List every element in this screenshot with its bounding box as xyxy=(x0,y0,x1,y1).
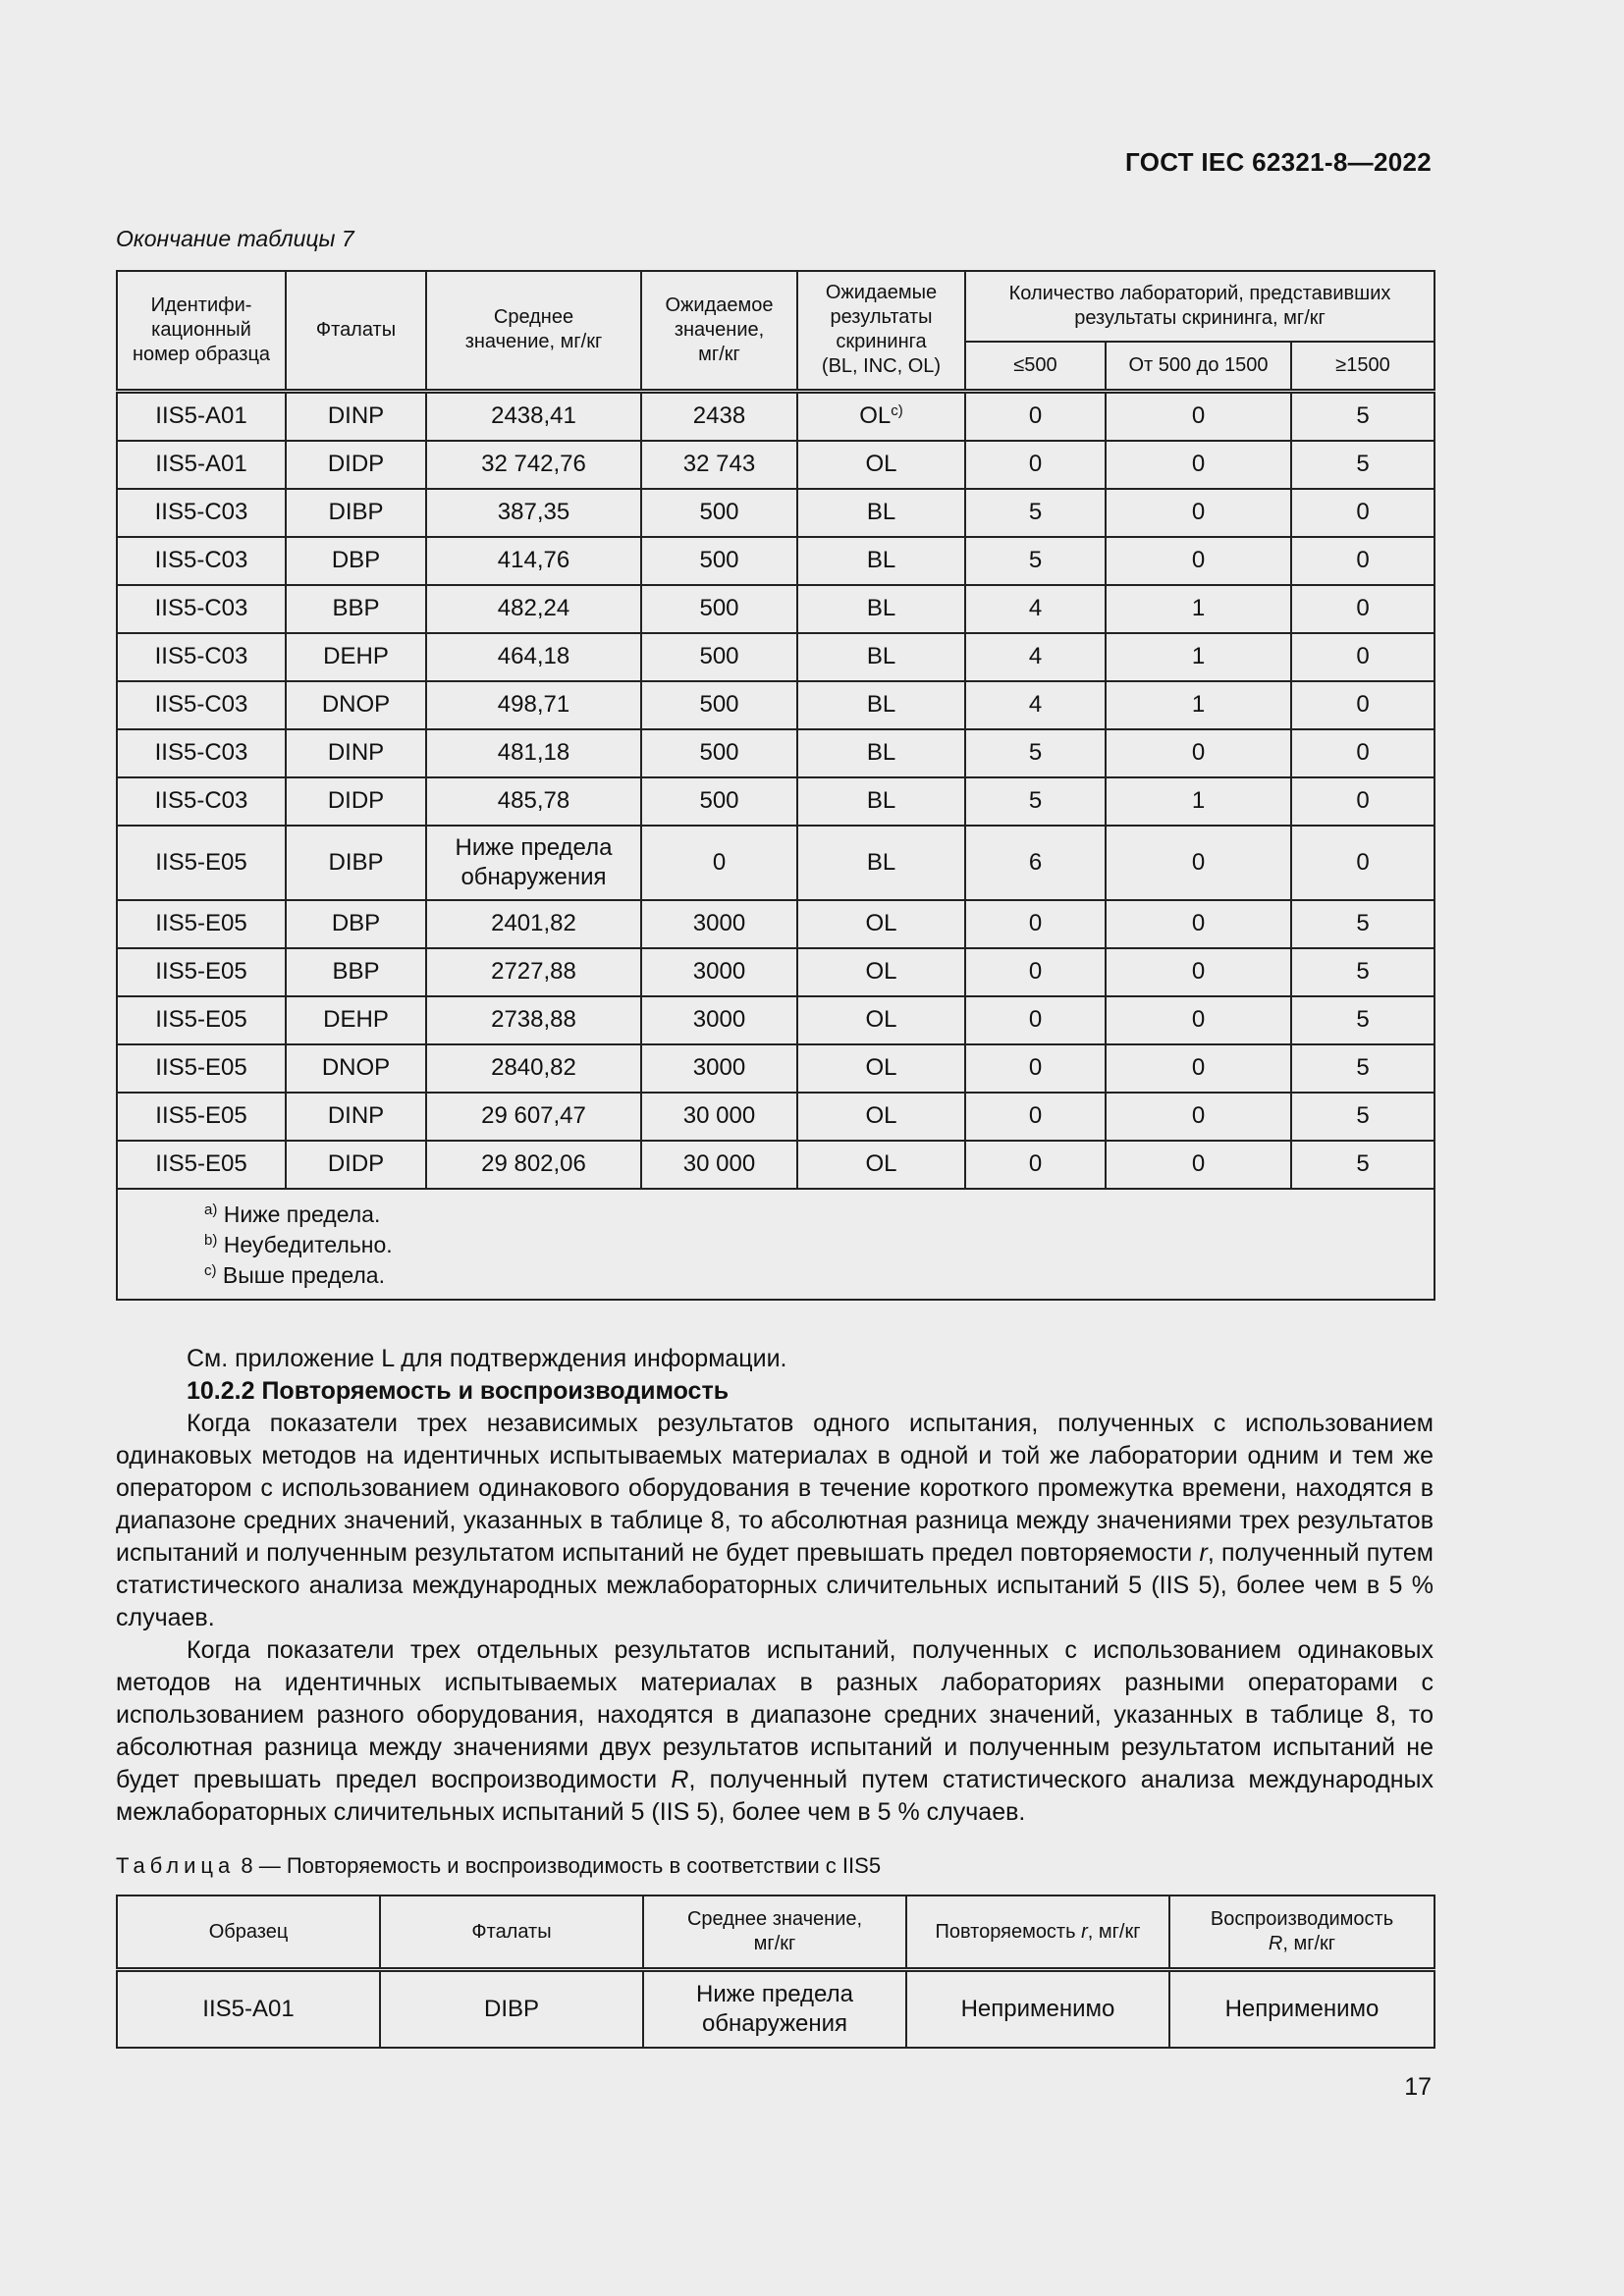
cell-labs-500-1500: 0 xyxy=(1106,489,1291,537)
cell-labs-500-1500: 0 xyxy=(1106,996,1291,1044)
cell-labs-500-1500: 0 xyxy=(1106,729,1291,777)
cell-mean: 485,78 xyxy=(426,777,641,826)
cell-sample-id: IIS5-A01 xyxy=(117,441,286,489)
cell-sample-id: IIS5-E05 xyxy=(117,1093,286,1141)
cell-expected-value: 500 xyxy=(641,585,797,633)
cell-labs-le500: 5 xyxy=(965,729,1106,777)
cell-phthalate: DIDP xyxy=(286,441,426,489)
cell-expected-result: OL$^{c)}$ xyxy=(797,391,965,441)
footnotes xyxy=(117,1189,1435,1300)
cell-labs-500-1500: 0 xyxy=(1106,1141,1291,1189)
col-header-sample-id: Идентифи- кационный номер образца xyxy=(117,271,286,391)
cell-labs-ge1500: 0 xyxy=(1291,777,1435,826)
footnote: $^{c)}$ Выше предела. xyxy=(204,1261,385,1288)
cell-sample-id: IIS5-E05 xyxy=(117,948,286,996)
cell-labs-ge1500: 0 xyxy=(1291,826,1435,900)
cell-expected-value: 500 xyxy=(641,729,797,777)
cell-labs-le500: 0 xyxy=(965,1044,1106,1093)
table-row xyxy=(117,537,1435,585)
cell-mean: 2438,41 xyxy=(426,391,641,441)
cell-labs-le500: 5 xyxy=(965,489,1106,537)
table-row xyxy=(117,996,1435,1044)
cell-labs-le500: 0 xyxy=(965,1093,1106,1141)
cell-sample-id: IIS5-C03 xyxy=(117,585,286,633)
cell-expected-result: OL xyxy=(797,441,965,489)
cell-phthalate: DBP xyxy=(286,900,426,948)
cell-labs-500-1500: 0 xyxy=(1106,1044,1291,1093)
cell-labs-ge1500: 5 xyxy=(1291,996,1435,1044)
cell-labs-500-1500: 0 xyxy=(1106,826,1291,900)
table-row xyxy=(117,948,1435,996)
appendix-reference: См. приложение L для подтверждения информации. xyxy=(187,1345,787,1372)
col-header-mean: Среднее значение, мг/кг xyxy=(426,271,641,391)
cell-labs-le500: 6 xyxy=(965,826,1106,900)
cell-labs-le500: 0 xyxy=(965,948,1106,996)
col-header-reproducibility: Воспроизводимость R, мг/кг xyxy=(1169,1896,1435,1970)
cell-expected-result: OL xyxy=(797,1141,965,1189)
col-header-phthalates: Фталаты xyxy=(380,1896,643,1970)
cell-mean: 2401,82 xyxy=(426,900,641,948)
cell-expected-value: 500 xyxy=(641,681,797,729)
cell-expected-value: 500 xyxy=(641,633,797,681)
page-number: 17 xyxy=(1404,2073,1432,2101)
cell-labs-500-1500: 1 xyxy=(1106,585,1291,633)
cell-labs-le500: 5 xyxy=(965,537,1106,585)
cell-phthalate: DINP xyxy=(286,729,426,777)
cell-expected-value: 3000 xyxy=(641,948,797,996)
cell-expected-value: 30 000 xyxy=(641,1141,797,1189)
col-header-phthalates: Фталаты xyxy=(286,271,426,391)
cell-phthalate: DIBP xyxy=(286,489,426,537)
table-row xyxy=(117,585,1435,633)
col-header-mean: Среднее значение, мг/кг xyxy=(643,1896,906,1970)
cell-labs-ge1500: 5 xyxy=(1291,441,1435,489)
cell-mean: 414,76 xyxy=(426,537,641,585)
col-header-sample: Образец xyxy=(117,1896,380,1970)
cell-expected-result: BL xyxy=(797,585,965,633)
cell-labs-500-1500: 0 xyxy=(1106,948,1291,996)
cell-phthalate: DEHP xyxy=(286,996,426,1044)
col-header-expected-value: Ожидаемое значение, мг/кг xyxy=(641,271,797,391)
cell-sample-id: IIS5-A01 xyxy=(117,391,286,441)
cell-expected-result: BL xyxy=(797,681,965,729)
cell-sample: IIS5-A01 xyxy=(117,1970,380,2049)
cell-expected-value: 3000 xyxy=(641,996,797,1044)
cell-mean: 482,24 xyxy=(426,585,641,633)
cell-labs-ge1500: 0 xyxy=(1291,537,1435,585)
cell-phthalate: BBP xyxy=(286,585,426,633)
cell-expected-result: OL xyxy=(797,996,965,1044)
cell-phthalate: DNOP xyxy=(286,1044,426,1093)
cell-expected-value: 3000 xyxy=(641,1044,797,1093)
cell-labs-ge1500: 0 xyxy=(1291,681,1435,729)
cell-labs-ge1500: 5 xyxy=(1291,900,1435,948)
footnote: $^{a)}$ Ниже предела. xyxy=(204,1201,381,1227)
cell-phthalate: BBP xyxy=(286,948,426,996)
cell-phthalate: DINP xyxy=(286,1093,426,1141)
cell-labs-ge1500: 0 xyxy=(1291,585,1435,633)
cell-phthalate: DNOP xyxy=(286,681,426,729)
cell-labs-ge1500: 5 xyxy=(1291,1141,1435,1189)
cell-expected-value: 30 000 xyxy=(641,1093,797,1141)
cell-labs-le500: 0 xyxy=(965,900,1106,948)
cell-sample-id: IIS5-C03 xyxy=(117,777,286,826)
col-header-expected-results: Ожидаемые результаты скрининга (BL, INC, OL) xyxy=(797,271,965,391)
table-8 xyxy=(116,1895,1435,2049)
cell-mean: 29 802,06 xyxy=(426,1141,641,1189)
footnote: $^{b)}$ Неубедительно. xyxy=(204,1231,393,1257)
cell-phthalate: DIBP xyxy=(380,1970,643,2049)
cell-expected-result: BL xyxy=(797,777,965,826)
table-row xyxy=(117,633,1435,681)
table-row xyxy=(117,1970,1435,2049)
cell-expected-result: BL xyxy=(797,826,965,900)
cell-phthalate: DIDP xyxy=(286,1141,426,1189)
cell-sample-id: IIS5-E05 xyxy=(117,826,286,900)
col-header-500-1500: От 500 до 1500 xyxy=(1106,342,1291,391)
col-header-ge1500: ≥1500 xyxy=(1291,342,1435,391)
document-code: ГОСТ IEC 62321-8—2022 xyxy=(1125,147,1432,177)
table-row xyxy=(117,1044,1435,1093)
cell-mean: 32 742,76 xyxy=(426,441,641,489)
cell-labs-ge1500: 5 xyxy=(1291,391,1435,441)
cell-sample-id: IIS5-C03 xyxy=(117,633,286,681)
cell-sample-id: IIS5-C03 xyxy=(117,681,286,729)
cell-labs-le500: 0 xyxy=(965,441,1106,489)
cell-expected-result: OL xyxy=(797,1093,965,1141)
table-row xyxy=(117,1141,1435,1189)
cell-mean: Ниже предела обнаружения xyxy=(426,826,641,900)
cell-sample-id: IIS5-E05 xyxy=(117,996,286,1044)
table-row xyxy=(117,681,1435,729)
cell-mean: 387,35 xyxy=(426,489,641,537)
cell-expected-value: 500 xyxy=(641,537,797,585)
cell-labs-le500: 0 xyxy=(965,391,1106,441)
cell-mean: 2727,88 xyxy=(426,948,641,996)
cell-labs-ge1500: 0 xyxy=(1291,489,1435,537)
cell-labs-le500: 4 xyxy=(965,633,1106,681)
cell-labs-le500: 5 xyxy=(965,777,1106,826)
cell-phthalate: DEHP xyxy=(286,633,426,681)
cell-expected-value: 500 xyxy=(641,489,797,537)
cell-expected-value: 3000 xyxy=(641,900,797,948)
table7-caption: Окончание таблицы 7 xyxy=(116,226,354,251)
cell-mean: 29 607,47 xyxy=(426,1093,641,1141)
cell-phthalate: DIDP xyxy=(286,777,426,826)
cell-expected-result: OL xyxy=(797,900,965,948)
cell-labs-ge1500: 5 xyxy=(1291,948,1435,996)
cell-phthalate: DINP xyxy=(286,391,426,441)
cell-labs-500-1500: 1 xyxy=(1106,633,1291,681)
cell-labs-500-1500: 1 xyxy=(1106,681,1291,729)
cell-labs-500-1500: 0 xyxy=(1106,391,1291,441)
cell-labs-le500: 0 xyxy=(965,996,1106,1044)
cell-sample-id: IIS5-E05 xyxy=(117,900,286,948)
table-row xyxy=(117,1093,1435,1141)
cell-sample-id: IIS5-E05 xyxy=(117,1044,286,1093)
table-row xyxy=(117,489,1435,537)
cell-sample-id: IIS5-C03 xyxy=(117,729,286,777)
cell-labs-le500: 4 xyxy=(965,585,1106,633)
cell-labs-500-1500: 0 xyxy=(1106,900,1291,948)
table-row xyxy=(117,826,1435,900)
paragraph-reproducibility: Когда показатели трех отдельных результатов испытаний, полученных с использованием одинаковых методов на идентичных испытываемых материалах в разных лабораториях разными операторами с использованием разного оборудования, находятся в диапазоне средних значений, указанных в таблице 8, то абсолютная разница между значениями двух результатов испытаний и полученным результатом испытаний не будет превышать предел воспроизводимости R, полученный путем статистического анализа международных межлабораторных сличительных испытаний 5 (IIS 5), более чем в 5 % случаев. xyxy=(116,1636,1434,1826)
table-row xyxy=(117,729,1435,777)
cell-mean: 2738,88 xyxy=(426,996,641,1044)
cell-expected-value: 2438 xyxy=(641,391,797,441)
col-header-le500: ≤500 xyxy=(965,342,1106,391)
table8-caption: Таблица 8 — Повторяемость и воспроизводимость в соответствии с IIS5 xyxy=(116,1853,882,1878)
cell-labs-le500: 0 xyxy=(965,1141,1106,1189)
paragraph-repeatability: Когда показатели трех независимых результатов одного испытания, полученных с использованием одинаковых методов на идентичных испытываемых материалах в одной и той же лаборатории одним и тем же оператором с использованием одинакового оборудования в течение короткого промежутка времени, находятся в диапазоне средних значений, указанных в таблице 8, то абсолютная разница между значениями трех результатов испытаний и полученным результатом испытаний не будет превышать предел повторяемости r, полученный путем статистического анализа международных межлабораторных сличительных испытаний 5 (IIS 5), более чем в 5 % случаев. xyxy=(116,1410,1434,1631)
cell-expected-value: 500 xyxy=(641,777,797,826)
cell-mean: 498,71 xyxy=(426,681,641,729)
table-row xyxy=(117,777,1435,826)
cell-labs-ge1500: 5 xyxy=(1291,1093,1435,1141)
cell-sample-id: IIS5-C03 xyxy=(117,489,286,537)
table-7 xyxy=(116,270,1435,1301)
cell-mean: Ниже предела обнаружения xyxy=(643,1970,906,2049)
cell-phthalate: DIBP xyxy=(286,826,426,900)
col-header-labs-group: Количество лабораторий, представивших результаты скрининга, мг/кг xyxy=(965,271,1435,342)
cell-expected-result: BL xyxy=(797,729,965,777)
cell-expected-value: 32 743 xyxy=(641,441,797,489)
cell-labs-ge1500: 5 xyxy=(1291,1044,1435,1093)
cell-labs-500-1500: 0 xyxy=(1106,1093,1291,1141)
cell-expected-result: BL xyxy=(797,537,965,585)
cell-labs-500-1500: 0 xyxy=(1106,441,1291,489)
cell-sample-id: IIS5-E05 xyxy=(117,1141,286,1189)
cell-phthalate: DBP xyxy=(286,537,426,585)
table-row xyxy=(117,391,1435,441)
cell-expected-result: OL xyxy=(797,948,965,996)
cell-mean: 464,18 xyxy=(426,633,641,681)
cell-labs-ge1500: 0 xyxy=(1291,633,1435,681)
footnote-ref: c) xyxy=(891,402,903,419)
cell-mean: 481,18 xyxy=(426,729,641,777)
cell-repeatability: Неприменимо xyxy=(906,1970,1169,2049)
cell-expected-value: 0 xyxy=(641,826,797,900)
cell-mean: 2840,82 xyxy=(426,1044,641,1093)
section-heading: 10.2.2 Повторяемость и воспроизводимость xyxy=(187,1377,730,1405)
footnotes-row xyxy=(117,1189,1435,1300)
cell-reproducibility: Неприменимо xyxy=(1169,1970,1435,2049)
cell-labs-le500: 4 xyxy=(965,681,1106,729)
table-row xyxy=(117,441,1435,489)
col-header-repeatability: Повторяемость r, мг/кг xyxy=(906,1896,1169,1970)
cell-expected-result: BL xyxy=(797,489,965,537)
cell-labs-ge1500: 0 xyxy=(1291,729,1435,777)
cell-labs-500-1500: 1 xyxy=(1106,777,1291,826)
cell-labs-500-1500: 0 xyxy=(1106,537,1291,585)
cell-expected-result: BL xyxy=(797,633,965,681)
cell-sample-id: IIS5-C03 xyxy=(117,537,286,585)
table-row xyxy=(117,900,1435,948)
cell-expected-result: OL xyxy=(797,1044,965,1093)
body-text xyxy=(116,1343,1434,1829)
